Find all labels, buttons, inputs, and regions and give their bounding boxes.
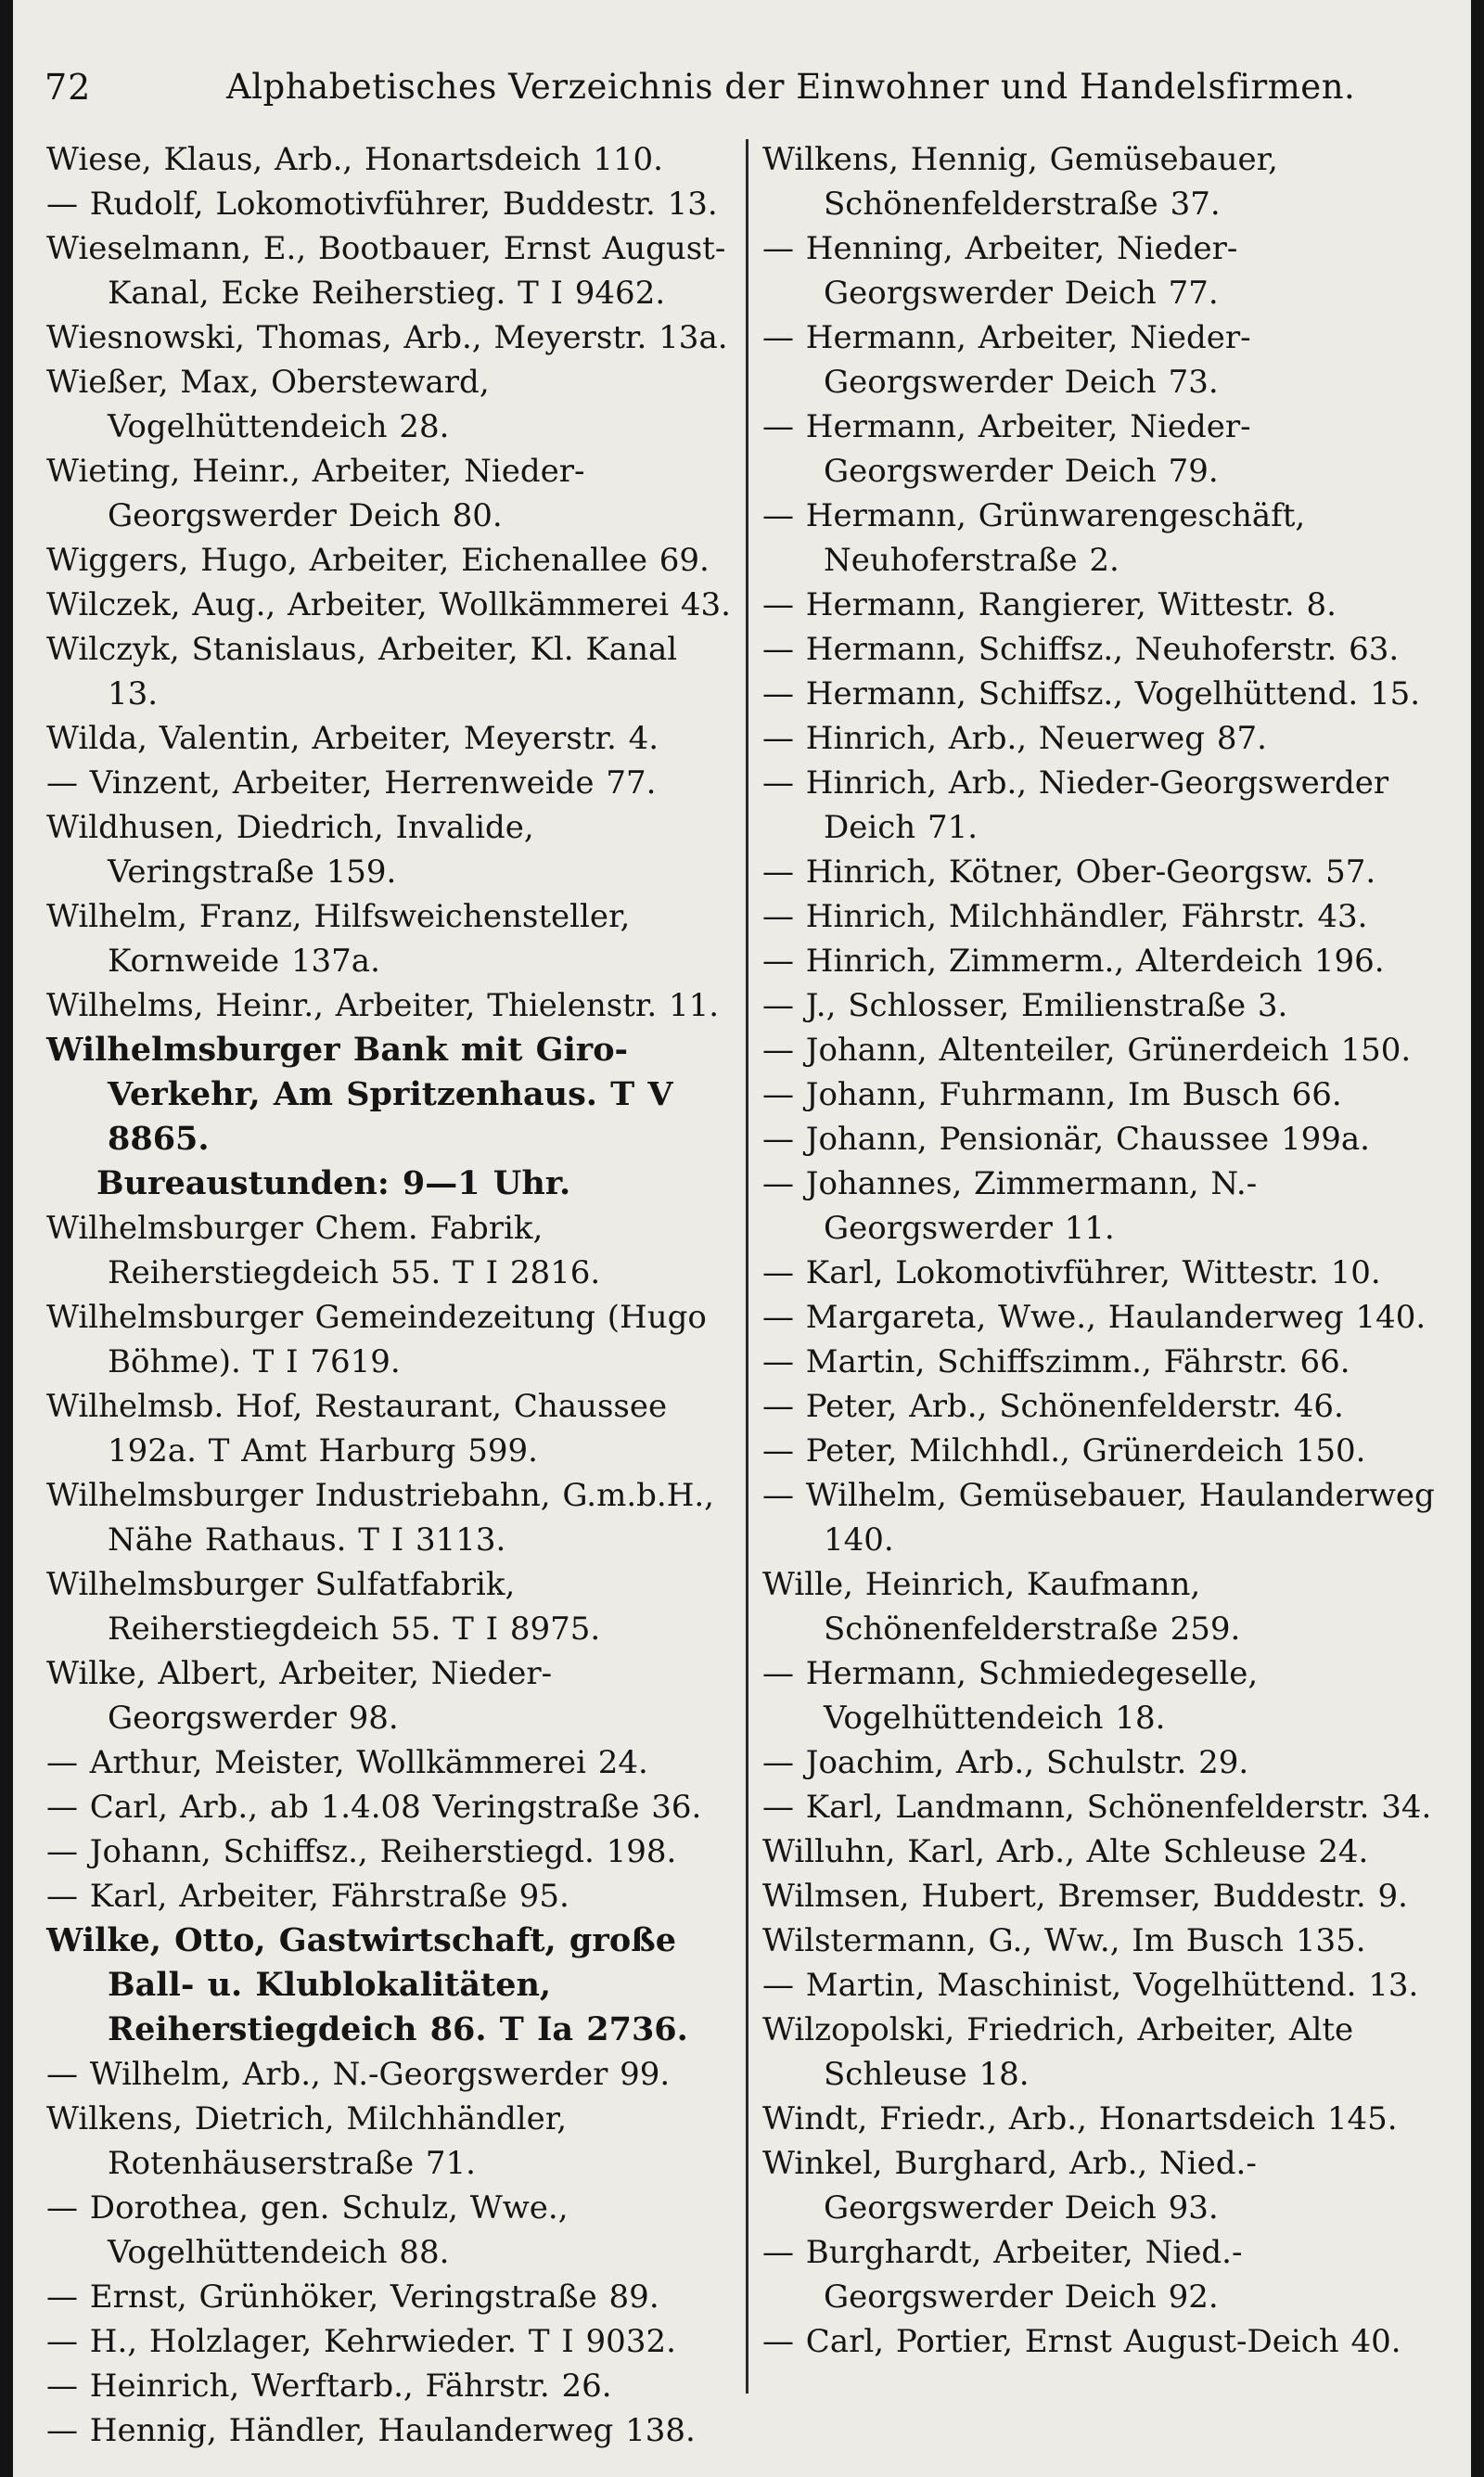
directory-page — [13, 0, 1471, 2477]
directory-entry: — Wilhelm, Arb., N.-Georgswerder 99. — [46, 2056, 671, 2093]
directory-entry: — Hermann, Schiffsz., Neuhoferstr. 63. — [762, 631, 1400, 668]
directory-entry: Wilke, Albert, Arbeiter, Nieder-Georgswerder 98. — [46, 1655, 553, 1737]
directory-entry: — Johannes, Zimmermann, N.-Georgswerder 11. — [762, 1165, 1258, 1247]
directory-entry: Winkel, Burghard, Arb., Nied.-Georgswerder Deich 93. — [762, 2145, 1257, 2227]
directory-entry: — Karl, Landmann, Schönenfelderstr. 34. — [762, 1789, 1432, 1826]
directory-entry: Wilhelm, Franz, Hilfsweichensteller, Kornweide 137a. — [46, 898, 631, 980]
directory-entry: — Hinrich, Arb., Nieder-Georgswerder Deich 71. — [762, 764, 1389, 846]
directory-entry: — Vinzent, Arbeiter, Herrenweide 77. — [46, 764, 657, 802]
directory-entry: — Dorothea, gen. Schulz, Wwe., Vogelhüttendeich 88. — [46, 2189, 569, 2271]
directory-entry: — Margareta, Wwe., Haulanderweg 140. — [762, 1299, 1426, 1336]
directory-entry: — Hermann, Schmiedegeselle, Vogelhüttendeich 18. — [762, 1655, 1259, 1737]
directory-entry: Wilke, Otto, Gastwirtschaft, große Ball- u. Klublokalitäten, Reiherstiegdeich 86. T Ia 2736. — [46, 1921, 688, 2048]
directory-entry: — J., Schlosser, Emilienstraße 3. — [762, 987, 1288, 1024]
directory-entry: — Ernst, Grünhöker, Veringstraße 89. — [46, 2278, 659, 2316]
directory-entry: — Heinrich, Werftarb., Fährstr. 26. — [46, 2368, 612, 2405]
directory-entry: Wilda, Valentin, Arbeiter, Meyerstr. 4. — [46, 720, 659, 757]
directory-entry: — Rudolf, Lokomotivführer, Buddestr. 13. — [46, 186, 718, 223]
directory-entry: — Hennig, Händler, Haulanderweg 138. — [46, 2412, 696, 2449]
directory-entry: — Hinrich, Milchhändler, Fährstr. 43. — [762, 898, 1368, 935]
directory-entry: Wilczyk, Stanislaus, Arbeiter, Kl. Kanal 13. — [46, 631, 678, 712]
directory-entry: Wilstermann, G., Ww., Im Busch 135. — [762, 1922, 1366, 1959]
directory-entry: Wießer, Max, Obersteward, Vogelhüttendeich 28. — [46, 364, 490, 445]
directory-entry: — Joachim, Arb., Schulstr. 29. — [762, 1744, 1249, 1781]
directory-entry: — Hermann, Rangierer, Wittestr. 8. — [762, 586, 1337, 623]
directory-entry: Wille, Heinrich, Kaufmann, Schönenfelderstraße 259. — [762, 1566, 1241, 1648]
directory-entry: — Hermann, Arbeiter, Nieder-Georgswerder Deich 79. — [762, 408, 1251, 490]
directory-entry: Wildhusen, Diedrich, Invalide, Veringstraße 159. — [46, 809, 534, 891]
directory-entry: — Carl, Arb., ab 1.4.08 Veringstraße 36. — [46, 1789, 702, 1826]
directory-entry: — Hinrich, Zimmerm., Alterdeich 196. — [762, 943, 1385, 980]
directory-entry: Bureaustunden: 9—1 Uhr. — [96, 1164, 571, 1202]
directory-entry: Wilhelmsburger Sulfatfabrik, Reiherstiegdeich 55. T I 8975. — [46, 1566, 601, 1648]
right-column — [762, 137, 1456, 2410]
directory-entry: — Karl, Arbeiter, Fährstraße 95. — [46, 1878, 569, 1915]
directory-entry: Wilkens, Hennig, Gemüsebauer, Schönenfelderstraße 37. — [762, 141, 1278, 223]
directory-entry: — Carl, Portier, Ernst August-Deich 40. — [762, 2323, 1401, 2360]
directory-entry: — Wilhelm, Gemüsebauer, Haulanderweg 140. — [762, 1477, 1435, 1559]
directory-entry: Wiesnowski, Thomas, Arb., Meyerstr. 13a. — [46, 319, 728, 356]
directory-entry: Willuhn, Karl, Arb., Alte Schleuse 24. — [762, 1833, 1369, 1870]
directory-entry: — H., Holzlager, Kehrwieder. T I 9032. — [46, 2323, 676, 2360]
directory-entry: Wilhelmsburger Industriebahn, G.m.b.H., Nähe Rathaus. T I 3113. — [46, 1477, 714, 1559]
page-header — [13, 67, 1471, 122]
directory-entry: Wilhelmsburger Gemeindezeitung (Hugo Böhme). T I 7619. — [46, 1299, 707, 1380]
directory-entry: Wilhelmsburger Chem. Fabrik, Reiherstiegdeich 55. T I 2816. — [46, 1210, 601, 1291]
directory-entry: Wieselmann, E., Bootbauer, Ernst August-Kanal, Ecke Reiherstieg. T I 9462. — [46, 230, 726, 312]
directory-entry: Wilhelms, Heinr., Arbeiter, Thielenstr. 11. — [46, 987, 720, 1024]
directory-entry: Wilkens, Dietrich, Milchhändler, Rotenhäuserstraße 71. — [46, 2100, 568, 2182]
left-column — [46, 137, 736, 2449]
directory-entry: Wilczek, Aug., Arbeiter, Wollkämmerei 43. — [46, 586, 731, 623]
directory-entry: — Johann, Pensionär, Chaussee 199a. — [762, 1121, 1370, 1158]
running-title: Alphabetisches Verzeichnis der Einwohner und Handelsfirmen. — [226, 67, 1356, 107]
directory-entry: — Martin, Schiffszimm., Fährstr. 66. — [762, 1343, 1350, 1380]
directory-entry: Wilhelmsburger Bank mit Giro-Verkehr, Am Spritzenhaus. T V 8865. — [46, 1031, 673, 1158]
directory-entry: Wiggers, Hugo, Arbeiter, Eichenallee 69. — [46, 542, 710, 579]
directory-entry: Wilhelmsb. Hof, Restaurant, Chaussee 192a. T Amt Harburg 599. — [46, 1388, 668, 1470]
directory-entry: — Hermann, Arbeiter, Nieder-Georgswerder Deich 73. — [762, 319, 1251, 401]
directory-entry: — Arthur, Meister, Wollkämmerei 24. — [46, 1744, 648, 1781]
column-divider — [746, 139, 748, 2394]
page-number: 72 — [45, 67, 92, 108]
directory-entry: — Burghardt, Arbeiter, Nied.-Georgswerder Deich 92. — [762, 2234, 1243, 2316]
directory-entry: — Johann, Fuhrmann, Im Busch 66. — [762, 1076, 1342, 1113]
directory-entry: — Henning, Arbeiter, Nieder-Georgswerder Deich 77. — [762, 230, 1238, 312]
directory-entry: — Martin, Maschinist, Vogelhüttend. 13. — [762, 1967, 1419, 2004]
directory-entry: — Johann, Schiffsz., Reiherstiegd. 198. — [46, 1833, 677, 1870]
directory-entry: — Hermann, Grünwarengeschäft, Neuhoferstraße 2. — [762, 497, 1306, 579]
directory-entry: — Johann, Altenteiler, Grünerdeich 150. — [762, 1032, 1412, 1069]
directory-entry: — Hermann, Schiffsz., Vogelhüttend. 15. — [762, 675, 1421, 712]
directory-entry: — Hinrich, Arb., Neuerweg 87. — [762, 720, 1267, 757]
directory-entry: — Karl, Lokomotivführer, Wittestr. 10. — [762, 1254, 1381, 1291]
directory-entry: — Hinrich, Kötner, Ober-Georgsw. 57. — [762, 853, 1376, 891]
directory-entry: Windt, Friedr., Arb., Honartsdeich 145. — [762, 2100, 1398, 2137]
directory-entry: — Peter, Milchhdl., Grünerdeich 150. — [762, 1432, 1366, 1470]
directory-entry: — Peter, Arb., Schönenfelderstr. 46. — [762, 1388, 1344, 1425]
directory-entry: Wilmsen, Hubert, Bremser, Buddestr. 9. — [762, 1878, 1408, 1915]
directory-entry: Wiese, Klaus, Arb., Honartsdeich 110. — [46, 141, 663, 178]
directory-entry: Wilzopolski, Friedrich, Arbeiter, Alte Schleuse 18. — [762, 2011, 1354, 2093]
directory-entry: Wieting, Heinr., Arbeiter, Nieder-Georgswerder Deich 80. — [46, 453, 585, 534]
